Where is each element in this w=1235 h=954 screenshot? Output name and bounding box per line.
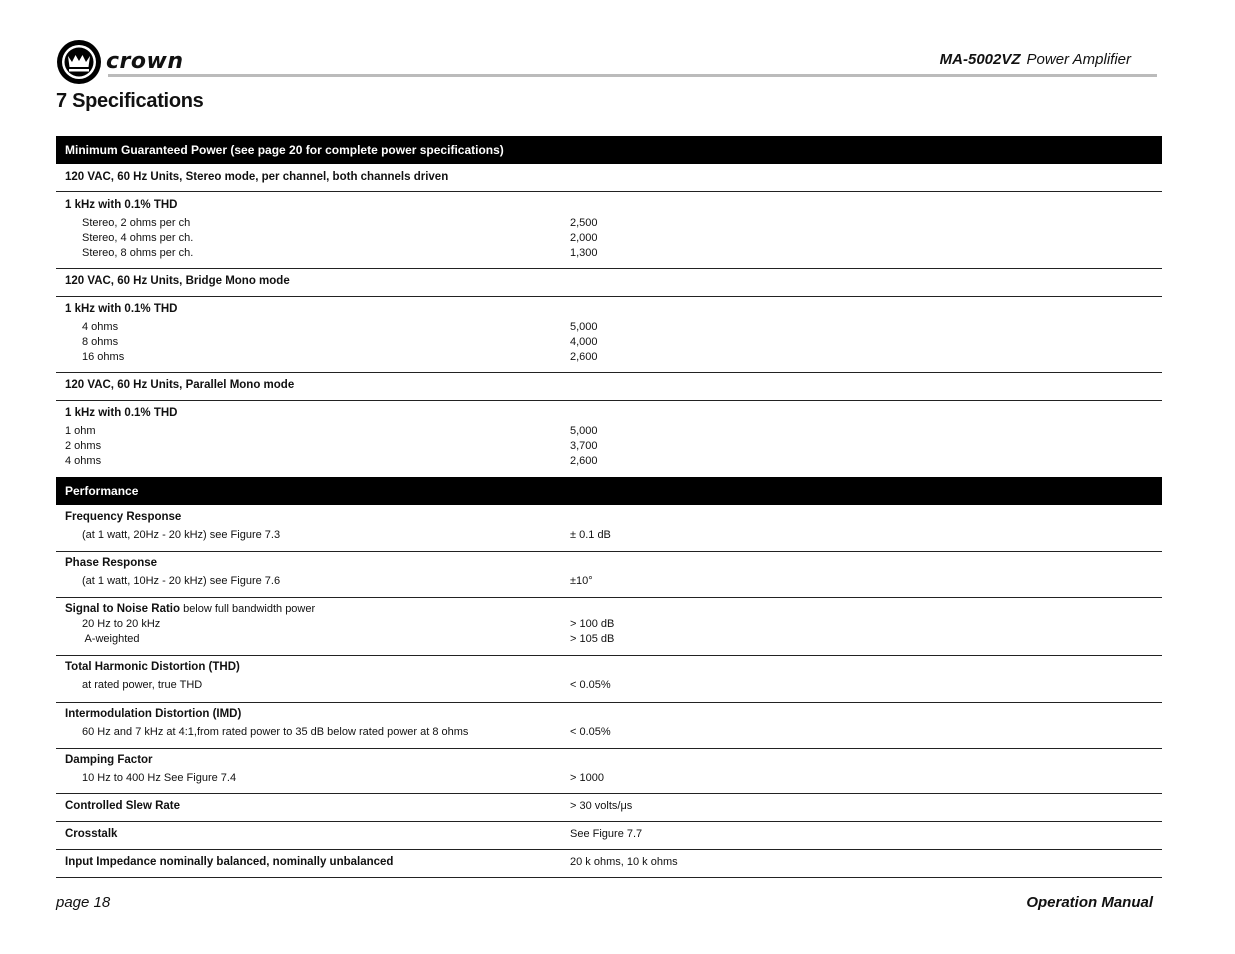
section-title: Minimum Guaranteed Power (see page 20 for complete power specifications) bbox=[65, 143, 504, 157]
spec-value: 5,000 bbox=[570, 425, 598, 437]
perf-sub: A-weighted bbox=[82, 633, 140, 645]
perf-row-crosstalk bbox=[56, 822, 1162, 850]
perf-title: Frequency Response bbox=[65, 511, 182, 523]
spec-value: 1,300 bbox=[570, 247, 598, 259]
perf-title bbox=[65, 603, 315, 615]
perf-title: Controlled Slew Rate bbox=[65, 800, 181, 812]
perf-row-frequency-response bbox=[56, 505, 1162, 552]
block-title: 1 kHz with 0.1% THD bbox=[65, 199, 178, 211]
perf-sub: 20 Hz to 20 kHz bbox=[82, 618, 161, 630]
spec-label: 4 ohms bbox=[65, 455, 102, 467]
footer-doc-title: Operation Manual bbox=[1026, 894, 1153, 911]
perf-value: < 0.05% bbox=[570, 726, 611, 738]
perf-title: Intermodulation Distortion (IMD) bbox=[65, 708, 242, 720]
block-title: 1 kHz with 0.1% THD bbox=[65, 407, 178, 419]
perf-sub: (at 1 watt, 20Hz - 20 kHz) see Figure 7.3 bbox=[82, 529, 281, 541]
document-title bbox=[940, 51, 1131, 68]
spec-label: Stereo, 4 ohms per ch. bbox=[82, 232, 194, 244]
perf-title: Crosstalk bbox=[65, 828, 118, 840]
group-title: 120 VAC, 60 Hz Units, Bridge Mono mode bbox=[65, 275, 290, 287]
spec-value: 2,600 bbox=[570, 351, 598, 363]
perf-sub: (at 1 watt, 10Hz - 20 kHz) see Figure 7.6 bbox=[82, 575, 281, 587]
spec-label: Stereo, 2 ohms per ch bbox=[82, 217, 191, 229]
spec-value: 3,700 bbox=[570, 440, 598, 452]
section-header-performance bbox=[56, 477, 1162, 505]
spec-value: 2,000 bbox=[570, 232, 598, 244]
group-title: 120 VAC, 60 Hz Units, Parallel Mono mode bbox=[65, 379, 295, 391]
spec-label: 1 ohm bbox=[65, 425, 96, 437]
header-rule bbox=[108, 74, 1157, 77]
perf-value: < 0.05% bbox=[570, 679, 611, 691]
perf-sub: 10 Hz to 400 Hz See Figure 7.4 bbox=[82, 772, 237, 784]
model-number: MA-5002VZ bbox=[939, 51, 1021, 68]
group-row-bridge bbox=[56, 269, 1162, 297]
section-header-power bbox=[56, 136, 1162, 164]
spec-label: 4 ohms bbox=[82, 321, 119, 333]
spec-block-stereo bbox=[56, 192, 1162, 269]
perf-value: ± 0.1 dB bbox=[570, 529, 611, 541]
spec-block-parallel bbox=[56, 401, 1162, 477]
spec-value: 2,600 bbox=[570, 455, 598, 467]
perf-title-bold: Signal to Noise Ratio bbox=[65, 603, 181, 615]
perf-row-signal-to-noise bbox=[56, 598, 1162, 656]
crown-logo bbox=[56, 39, 102, 85]
perf-row-phase-response bbox=[56, 552, 1162, 598]
perf-title: Input Impedance nominally balanced, nominally unbalanced bbox=[65, 856, 394, 868]
perf-value: > 100 dB bbox=[570, 618, 615, 630]
spec-block-bridge bbox=[56, 297, 1162, 373]
perf-sub: 60 Hz and 7 kHz at 4:1,from rated power to 35 dB below rated power at 8 ohms bbox=[82, 726, 469, 738]
perf-row-slew-rate bbox=[56, 794, 1162, 822]
group-title: 120 VAC, 60 Hz Units, Stereo mode, per channel, both channels driven bbox=[65, 171, 449, 183]
group-row-stereo bbox=[56, 164, 1162, 192]
perf-sub: at rated power, true THD bbox=[82, 679, 203, 691]
perf-title: Phase Response bbox=[65, 557, 158, 569]
product-name: Power Amplifier bbox=[1026, 51, 1131, 68]
group-row-parallel bbox=[56, 373, 1162, 401]
perf-value: > 105 dB bbox=[570, 633, 615, 645]
spec-label: 2 ohms bbox=[65, 440, 102, 452]
spec-label: 16 ohms bbox=[82, 351, 125, 363]
spec-value: 5,000 bbox=[570, 321, 598, 333]
spec-value: 2,500 bbox=[570, 217, 598, 229]
section-title: Performance bbox=[65, 484, 139, 498]
perf-value: ±10° bbox=[570, 575, 593, 587]
spec-label: 8 ohms bbox=[82, 336, 119, 348]
perf-title: Total Harmonic Distortion (THD) bbox=[65, 661, 240, 673]
perf-title-suffix: below full bandwidth power bbox=[180, 603, 316, 615]
perf-row-imd bbox=[56, 703, 1162, 749]
spec-value: 4,000 bbox=[570, 336, 598, 348]
perf-value: See Figure 7.7 bbox=[570, 828, 643, 840]
perf-title: Damping Factor bbox=[65, 754, 153, 766]
page-number: page 18 bbox=[56, 894, 111, 911]
block-title: 1 kHz with 0.1% THD bbox=[65, 303, 178, 315]
perf-value: > 1000 bbox=[570, 772, 604, 784]
spec-label: Stereo, 8 ohms per ch. bbox=[82, 247, 194, 259]
perf-row-damping-factor bbox=[56, 749, 1162, 794]
perf-value: > 30 volts/μs bbox=[570, 800, 633, 812]
perf-row-input-impedance bbox=[56, 850, 1162, 878]
perf-value: 20 k ohms, 10 k ohms bbox=[570, 856, 678, 868]
page-heading: 7 Specifications bbox=[56, 90, 204, 112]
brand-wordmark: crown bbox=[106, 49, 184, 74]
perf-row-thd bbox=[56, 656, 1162, 703]
